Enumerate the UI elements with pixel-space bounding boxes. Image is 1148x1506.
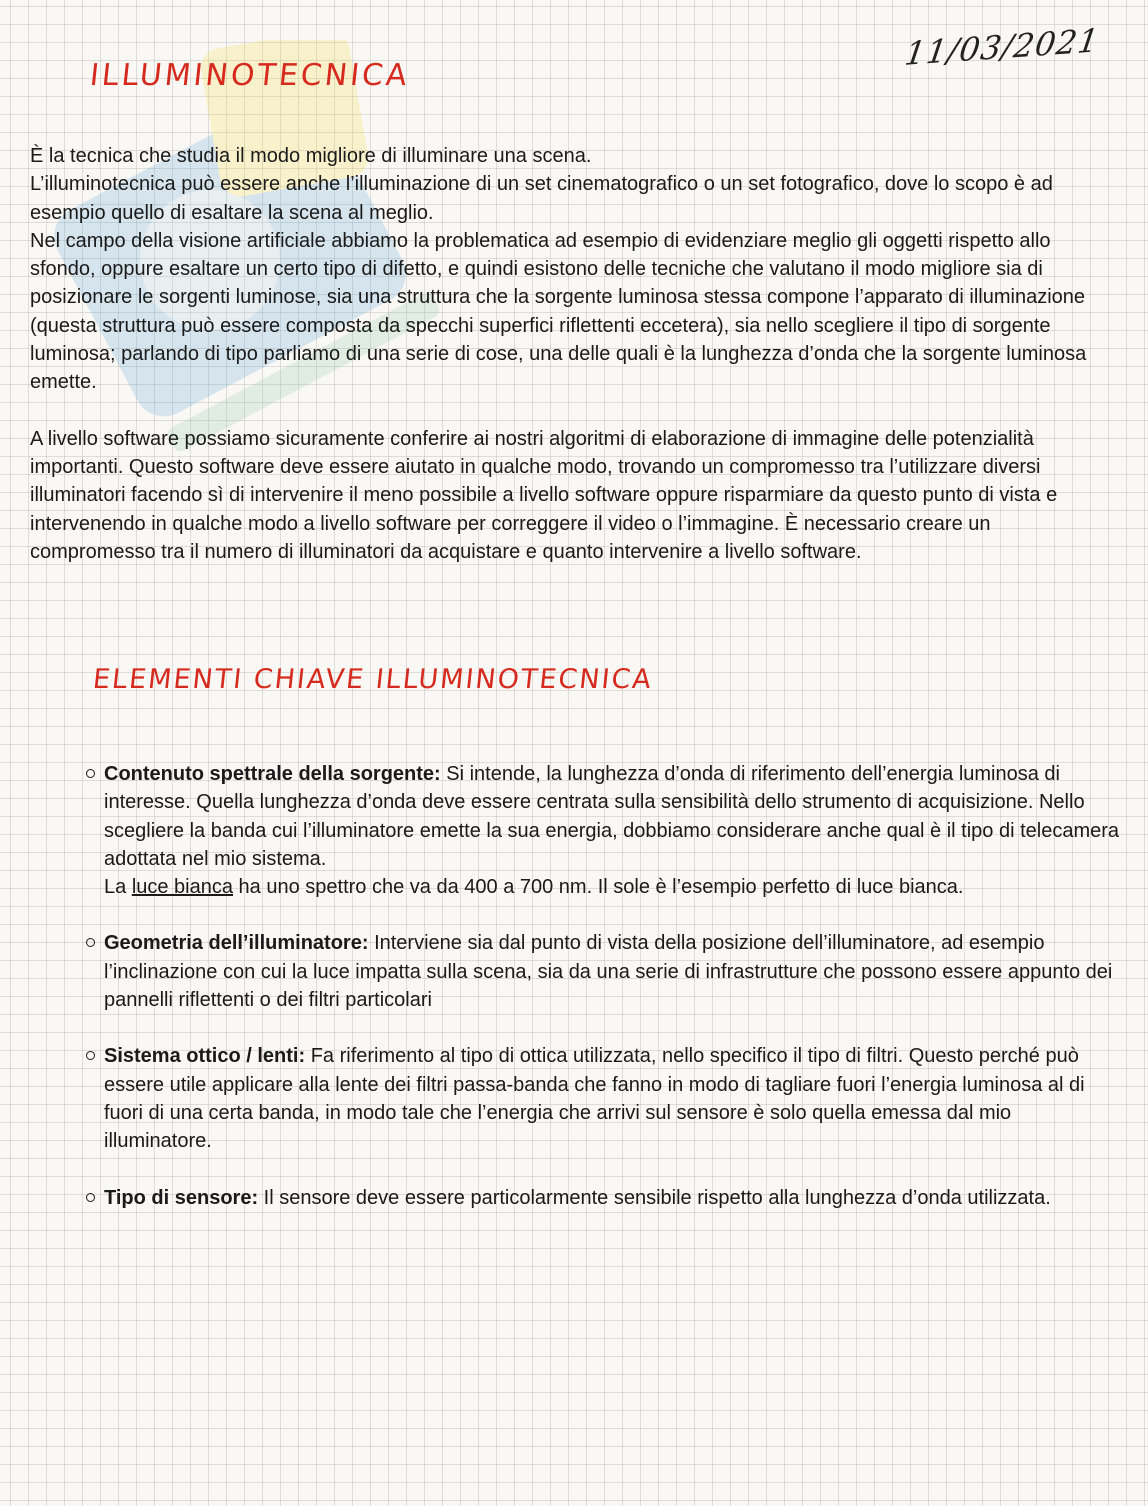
item-text: Si intende, la lunghezza d’onda di riferimento dell’energia luminosa di interesse. Quella lunghezza d’onda deve essere centrata sulla sensibilità dello strumento di acquisizione. Nello scegliere la banda cui l’illuminatore emette la sua energia, dobbiamo considerare anche qual è il tipo di telecamera adottata nel mio sistema. (104, 763, 1120, 870)
bullet-circle-icon (86, 1051, 95, 1060)
item-term: Tipo di sensore: (104, 1186, 259, 1209)
item-text: Fa riferimento al tipo di ottica utilizzata, nello specifico il tipo di filtri. Questo perché può essere utile applicare alla lente dei filtri passa-banda che fanno in modo di tagliare fuori l’energia luminosa al di fuori di una certa banda, in modo tale che l’energia che arrivi sul sensore è solo quella emessa dal mio illuminatore. (104, 1045, 1085, 1153)
intro-paragraph: È la tecnica che studia il modo migliore di illuminare una scena. (30, 145, 592, 167)
item-text: Il sensore deve essere particolarmente sensibile rispetto alla lunghezza d’onda utilizzata. (258, 1186, 1051, 1209)
list-item (84, 1184, 1124, 1212)
list-item (84, 929, 1124, 1014)
intro-paragraph: L’illuminotecnica può essere anche l’illuminazione di un set cinematografico o un set fotografico, dove lo scopo è ad esempio quello di esaltare la scena al meglio. (30, 173, 1053, 224)
bullet-circle-icon (86, 938, 95, 947)
section-title: ELEMENTI CHIAVE ILLUMINOTECNICA (91, 664, 655, 695)
underlined-term: luce bianca (131, 876, 233, 899)
date-label: 11/03/2021 (902, 20, 1102, 74)
item-text: ha uno spettro che va da 400 a 700 nm. Il sole è l’esempio perfetto di luce bianca. (233, 876, 964, 899)
bullet-circle-icon (86, 769, 95, 778)
item-text: La (104, 876, 132, 899)
bullet-circle-icon (86, 1193, 95, 1202)
list-item (84, 760, 1124, 901)
page-title: ILLUMINOTECNICA (88, 58, 412, 93)
item-text: Interviene sia dal punto di vista della posizione dell’illuminatore, ad esempio l’inclinazione con cui la luce impatta sulla scena, sia da una serie di infrastrutture che possono essere appunto dei pannelli riflettenti o dei filtri particolari (104, 932, 1113, 1012)
intro-paragraph: Nel campo della visione artificiale abbiamo la problematica ad esempio di evidenziare meglio gli oggetti rispetto allo sfondo, oppure esaltare un certo tipo di difetto, e quindi esistono delle tecniche che valutano il modo migliore sia di posizionare le sorgenti luminose, sia una struttura che la sorgente luminosa stessa compone l’apparato di illuminazione (questa struttura può essere composta da specchi superfici riflettenti eccetera), sia nello scegliere il tipo di sorgente luminosa; parlando di tipo parliamo di una serie di cose, una delle quali è la lunghezza d’onda che la sorgente luminosa emette. (30, 229, 1087, 394)
item-term: Sistema ottico / lenti: (104, 1045, 306, 1068)
item-term: Contenuto spettrale della sorgente: (104, 763, 441, 785)
intro-paragraph: A livello software possiamo sicuramente conferire ai nostri algoritmi di elaborazione di immagine delle potenzialità importanti. Questo software deve essere aiutato in qualche modo, trovando un compromesso tra l’utilizzare diversi illuminatori facendo sì di intervenire il meno possibile a livello software oppure risparmiare da questo punto di vista e intervenendo in qualche modo a livello software per correggere il video o l’immagine. È necessario creare un compromesso tra il numero di illuminatori da acquistare e quanto intervenire a livello software. (30, 427, 1058, 563)
item-term: Geometria dell’illuminatore: (104, 932, 369, 955)
key-elements-list (84, 760, 1124, 1240)
list-item (84, 1042, 1124, 1155)
intro-text (30, 142, 1120, 566)
